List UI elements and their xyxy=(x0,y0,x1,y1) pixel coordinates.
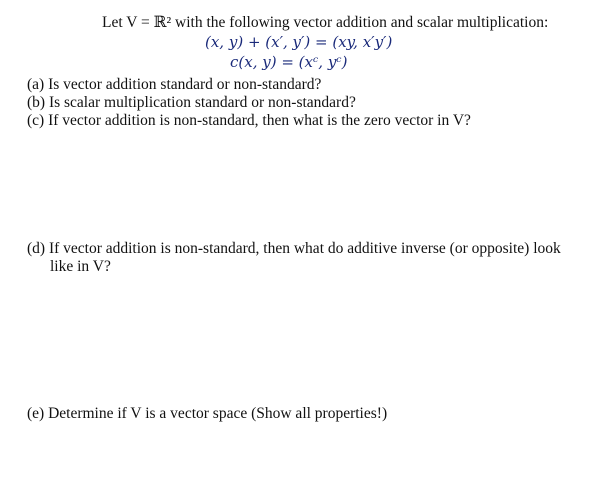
question-d-line-1: (d) If vector addition is non-standard, then what do additive inverse (or opposite) look xyxy=(27,240,561,257)
question-e: (e) Determine if V is a vector space (Show all properties!) xyxy=(27,405,388,422)
question-c: (c) If vector addition is non-standard, then what is the zero vector in V? xyxy=(27,112,471,129)
question-a: (a) Is vector addition standard or non-standard? xyxy=(27,76,322,93)
problem-intro: Let V = ℝ² with the following vector addition and scalar multiplication: xyxy=(102,14,549,31)
scalar-multiplication-definition: c(x, y) = (xᶜ, yᶜ) xyxy=(230,53,348,71)
question-d-line-2: like in V? xyxy=(50,258,111,275)
vector-addition-definition: (x, y) + (x′, y′) = (xy, x′y′) xyxy=(205,33,393,51)
question-b: (b) Is scalar multiplication standard or non-standard? xyxy=(27,94,356,111)
